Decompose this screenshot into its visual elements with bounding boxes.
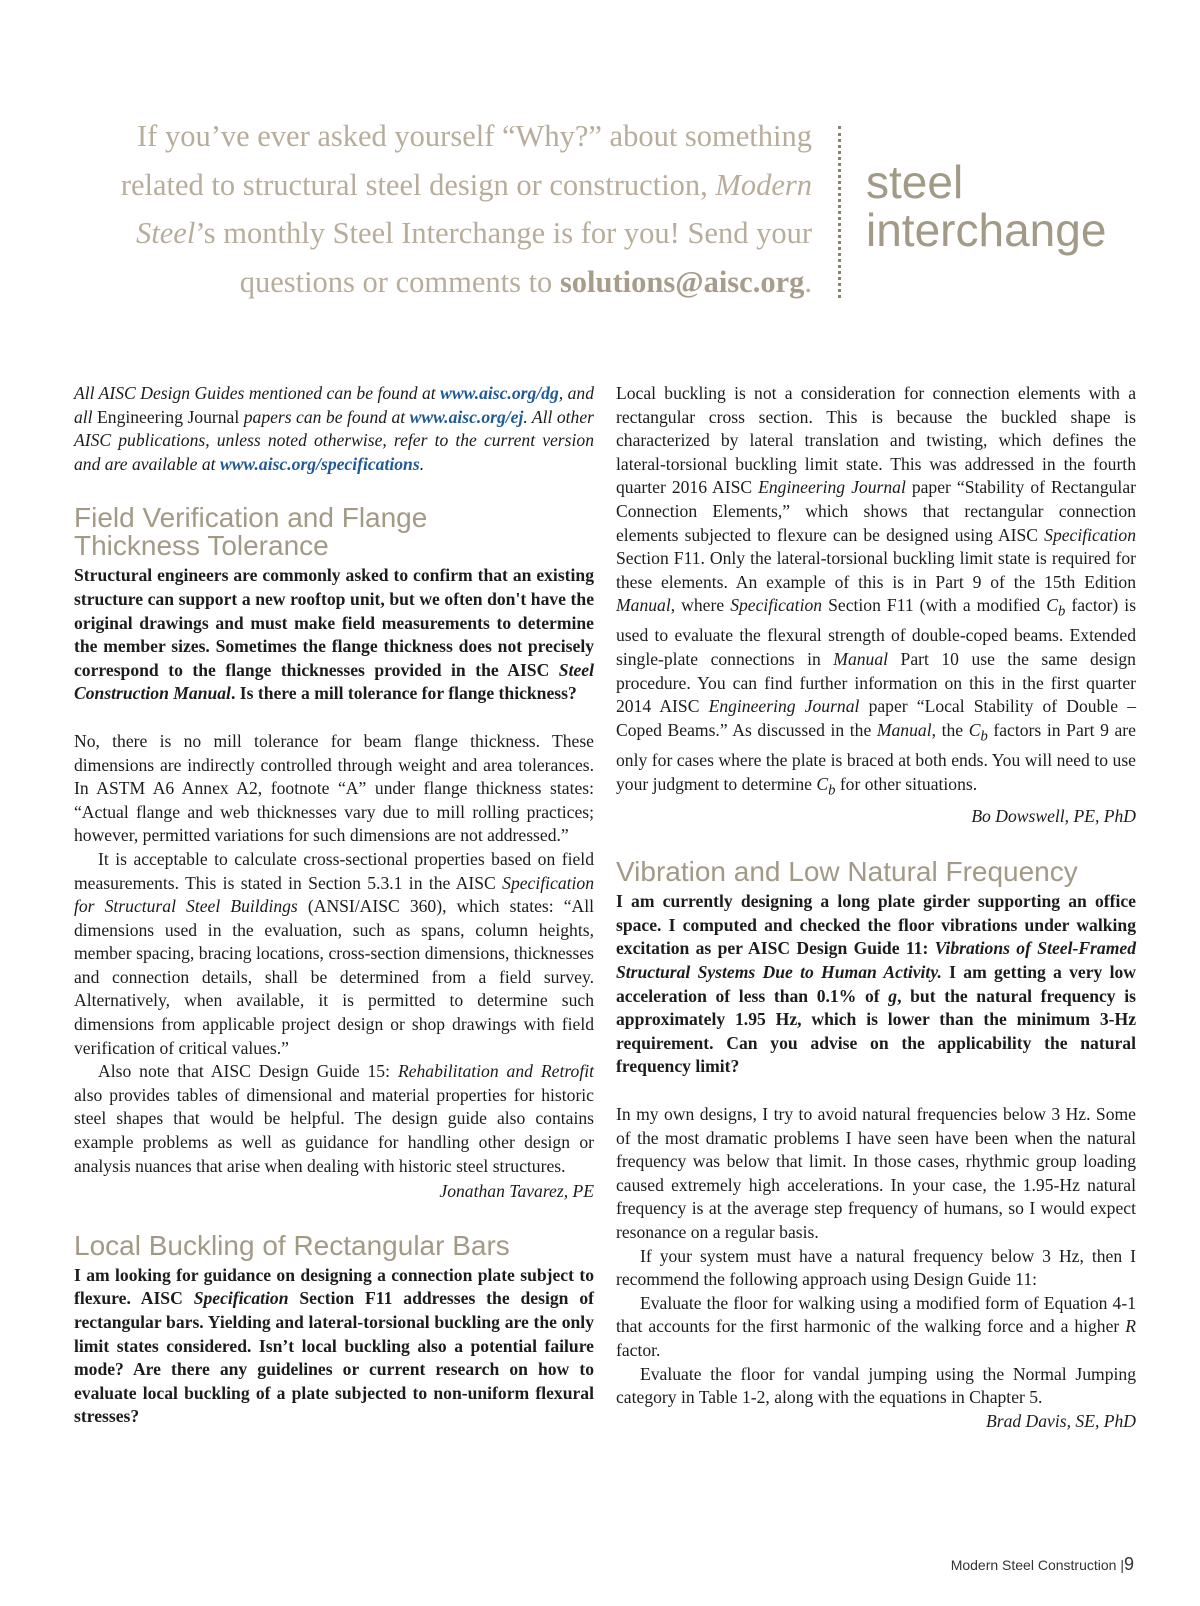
brand-line-2: interchange <box>866 204 1107 256</box>
section-brand <box>866 158 1106 254</box>
author-signature: Bo Dowswell, PE, PhD <box>971 805 1136 826</box>
answer-paragraph <box>74 848 594 1060</box>
link-design-guides[interactable]: www.aisc.org/dg <box>440 383 559 403</box>
answer-paragraph: Evaluate the floor for vandal jumping using the Normal Jumping category in Table 1-2, along with the equations in Chapter 5. <box>616 1363 1136 1408</box>
question-italic: Specification <box>193 1288 289 1309</box>
question-italic: Steel Construction Manual <box>74 659 594 704</box>
answer-italic: Engineering Journal <box>758 477 906 498</box>
author-signature: Brad Davis, SE, PhD <box>985 1410 1136 1431</box>
question-italic: g <box>888 985 898 1006</box>
cb-subscript: b <box>980 728 988 745</box>
author-signature: Jonathan Tavarez, PE <box>439 1181 594 1202</box>
section-title-local-buckling: Local Buckling of Rectangular Bars <box>74 1229 510 1261</box>
question-text: , but the natural frequency is approximately 1.95 Hz, which is lower than the minimum 3-Hz requirement. Can you advise on the applicability the natural frequency limit? <box>616 985 1136 1077</box>
answer-text: factor) is used to evaluate the flexural strength of double-coped beams. Extended single-plate connections in <box>616 595 1137 670</box>
page-number: 9 <box>1123 1554 1134 1574</box>
intro-text <box>112 112 812 306</box>
answer-text: Evaluate the floor for walking using a modified form of Equation 4-1 that accounts for the first harmonic of the walking force and a higher <box>616 1292 1136 1337</box>
answer-text: factors in Part 9 are only for cases where the plate is braced at both ends. You will need to use your judgment to determine <box>616 719 1136 794</box>
answer-paragraph <box>616 1292 1136 1363</box>
answer-paragraph: No, there is no mill tolerance for beam flange thickness. These dimensions are indirectly controlled through weight and area tolerances. In ASTM A6 Annex A2, footnote “A” under flange thickness states: “Actual flange and web thicknesses vary due to mill rolling practices; however, permitted variations for such dimensions are not addressed.” <box>74 730 594 846</box>
cb-letter: C <box>816 773 829 794</box>
intro-text-part: ’s monthly Steel Interchange is for you! Send your questions or comments to <box>195 216 812 299</box>
cb-letter: C <box>968 719 981 740</box>
answer-text: , where <box>670 595 725 616</box>
answer-text: , the <box>931 719 964 740</box>
question-text: . Is there a mill tolerance for flange thickness? <box>230 683 577 704</box>
title-line: Field Verification and Flange <box>74 502 428 534</box>
journal-name: Engineering Journal <box>97 406 240 427</box>
answer-text: Part 10 use the same design procedure. You can find further information on this in the first quarter 2014 AISC <box>616 649 1136 717</box>
answer-text: Also note that AISC Design Guide 15: <box>98 1061 390 1082</box>
cb-symbol <box>816 773 836 799</box>
answer-italic: Manual <box>616 595 671 616</box>
page-footer <box>951 1554 1134 1575</box>
link-engineering-journal[interactable]: www.aisc.org/ej <box>409 406 524 427</box>
question-text: I am getting a very low acceleration of less than 0.1% of <box>616 962 1137 1006</box>
cb-letter: C <box>1046 595 1059 616</box>
right-column <box>616 382 1136 1433</box>
answer-italic: Specification for Structural Steel Buildings <box>74 872 594 917</box>
question-text: I am currently designing a long plate girder supporting an office space. I computed and checked the floor vibrations under walking excitation as per AISC Design Guide 11: <box>616 891 1136 959</box>
answer-text: Section F11. Only the lateral-torsional buckling limit state is required for these elements. An example of this is in Part 9 of the 15th Edition <box>616 548 1136 592</box>
intro-text-end: . <box>804 264 812 299</box>
answer-paragraph <box>74 1060 594 1178</box>
question-vibration <box>616 890 1136 1079</box>
page-header <box>0 108 1200 308</box>
answer-italic: Manual <box>833 649 889 670</box>
question-text: Section F11 addresses the design of rectangular bars. Yielding and lateral-torsional buckling are the only limit states considered. Isn’t local buckling also a potential failure mode? Are there any guidelines or current research on how to evaluate local buckling of a plate subjected to non-uniform flexural stresses? <box>74 1288 594 1427</box>
section-title-vibration: Vibration and Low Natural Frequency <box>616 856 1078 888</box>
answer-local-buckling <box>616 382 1136 803</box>
note-text: . <box>419 453 425 474</box>
answer-paragraph: If your system must have a natural frequency below 3 Hz, then I recommend the following approach using Design Guide 11: <box>616 1245 1136 1290</box>
answer-text: paper “Stability of Rectangular Connection Elements,” which shows that rectangular connection elements subjected to flexure can be designed using AISC <box>616 477 1136 545</box>
footer-magazine: Modern Steel Construction <box>950 1557 1117 1573</box>
answer-text: It is acceptable to calculate cross-sectional properties based on field measurements. This is stated in Section 5.3.1 in the AISC <box>74 848 594 893</box>
brand-line-1: steel <box>866 156 964 208</box>
question-text: I am looking for guidance on designing a connection plate subject to flexure. AISC <box>74 1264 594 1309</box>
answer-text: (ANSI/AISC 360), which states: “All dimensions used in the evaluation, such as spans, column heights, member spacing, bracing locations, cross-section dimensions, thicknesses and connection details, shall be determined from a field survey. Alternatively, when available, it is permitted to determine such dimensions from applicable project design or shop drawings with field verification of critical values.” <box>74 896 595 1058</box>
left-column <box>74 382 594 1429</box>
note-text: . All other AISC publications, unless noted otherwise, refer to the current version and are available at <box>74 406 594 474</box>
resources-note <box>74 382 594 476</box>
cb-symbol <box>968 719 988 745</box>
note-text: All AISC Design Guides mentioned can be found at <box>74 383 436 403</box>
cb-subscript: b <box>1058 603 1066 620</box>
question-text: Structural engineers are commonly asked to confirm that an existing structure can support a new rooftop unit, but we often don't have the original drawings and must make field measurements to determine the member sizes. Sometimes the flange thickness does not precisely correspond to the flange thicknesses provided in the AISC <box>74 565 594 680</box>
answer-text: Local buckling is not a consideration for connection elements with a rectangular cross section. This is because the buckled shape is characterized by lateral translation and twisting, which defines the lateral-torsional buckling limit state. This was addressed in the fourth quarter 2016 AISC <box>616 383 1136 498</box>
answer-italic: Specification <box>1044 524 1136 545</box>
answer-italic: Rehabilitation and Retrofit <box>397 1061 594 1082</box>
answer-text: also provides tables of dimensional and material properties for historic steel shapes that would be helpful. The design guide also contains example problems as well as guidance for handling other design or analysis nuances that arise when dealing with historic steel structures. <box>74 1084 594 1176</box>
answer-text: paper “Local Stability of Double – Coped Beams.” As discussed in the <box>616 696 1137 740</box>
answer-italic: R <box>1125 1316 1136 1337</box>
answer-paragraph: In my own designs, I try to avoid natural frequencies below 3 Hz. Some of the most dramatic problems I have seen have been when the natural frequency was below that limit. In those cases, rhythmic group loading caused extremely high accelerations. In your case, the 1.95-Hz natural frequency is at the average step frequency of humans, so I would expect resonance on a regular basis. <box>616 1103 1136 1242</box>
cb-symbol <box>1046 595 1066 620</box>
cb-subscript: b <box>828 782 836 799</box>
note-text: papers can be found at <box>243 406 406 427</box>
question-italic: Vibrations of Steel-Framed Structural Systems Due to Human Activity. <box>616 938 1136 983</box>
link-specifications[interactable]: www.aisc.org/specifications <box>219 453 420 474</box>
answer-italic: Manual <box>876 719 932 740</box>
email-address[interactable]: solutions@aisc.org <box>559 264 805 299</box>
intro-text-part: If you’ve ever asked yourself “Why?” about something related to structural steel design or construction, <box>120 119 812 202</box>
answer-text: Section F11 (with a modified <box>828 595 1041 616</box>
answer-italic: Specification <box>730 595 823 616</box>
question-local-buckling <box>74 1264 594 1429</box>
note-text: , and all <box>74 383 595 427</box>
footer-separator: | <box>1120 1557 1124 1573</box>
title-line: Thickness Tolerance <box>74 530 329 562</box>
answer-text: for other situations. <box>839 773 978 794</box>
answer-italic: Engineering Journal <box>708 696 860 717</box>
answer-text: factor. <box>616 1339 661 1360</box>
section-title-field-verification <box>74 504 594 560</box>
dotted-divider <box>838 126 841 298</box>
magazine-name: Modern Steel <box>136 167 812 250</box>
question-field-verification <box>74 564 594 706</box>
